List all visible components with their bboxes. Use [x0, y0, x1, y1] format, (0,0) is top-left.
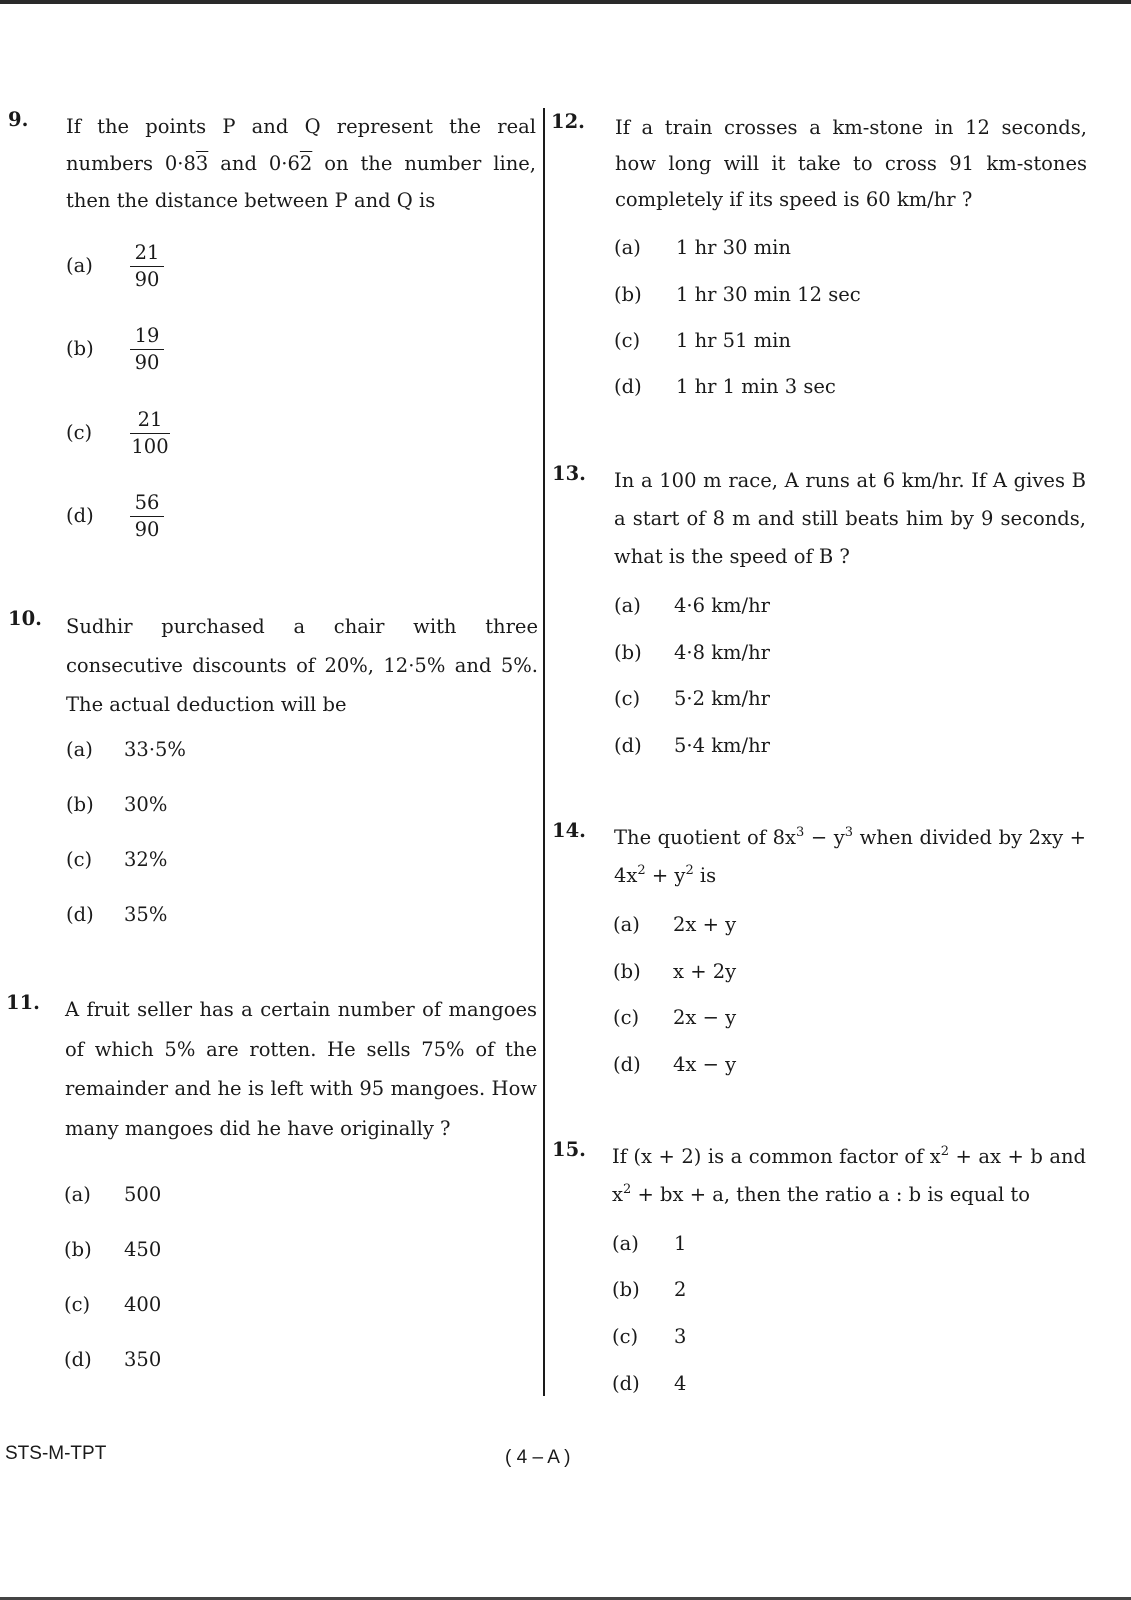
question-number: 14.	[552, 819, 586, 842]
question-text: The quotient of $8x^3 - y^3$ when divided by $2xy + 4x^2 + y^2$ is	[614, 825, 1086, 887]
top-rule	[0, 0, 1131, 4]
question-text: In a 100 m race, A runs at 6 km/hr. If A gives B a start of 8 m and still beats him by 9 seconds, what is the speed of B ?	[614, 469, 1086, 568]
question-text: A fruit seller has a certain number of mangoes of which 5% are rotten. He sells 75% of the remainder and he is left with 95 mangoes. How many mangoes did he have originally ?	[65, 998, 537, 1140]
column-divider	[543, 108, 545, 1396]
question-number: 10.	[8, 607, 42, 630]
question-text: If a train crosses a km-stone in 12 seconds, how long will it take to cross 91 km-stones completely if its speed is 60 km/hr ?	[615, 116, 1087, 211]
booklet-code: STS-M-TPT	[5, 1443, 107, 1464]
question-11	[6, 991, 540, 1148]
fraction: $\frac{19}{90}$	[130, 323, 164, 376]
question-number: 11.	[6, 991, 40, 1014]
fraction: $\frac{21}{90}$	[130, 240, 164, 293]
question-text: If (x + 2) is a common factor of $x^2$ + ax + b and $x^2$ + bx + a, then the ratio a : b is equal to	[612, 1144, 1086, 1206]
question-text: Sudhir purchased a chair with three consecutive discounts of 20%, 12·5% and 5%. The actual deduction will be	[66, 615, 538, 716]
fraction: $\frac{21}{100}$	[131, 408, 169, 458]
page-number: ( 4 – A )	[505, 1447, 571, 1468]
question-15	[552, 1138, 1089, 1214]
question-10	[8, 607, 540, 724]
fraction: $\frac{56}{90}$	[130, 490, 164, 543]
question-9	[8, 108, 540, 219]
question-text: If the points P and Q represent the real numbers 0·83 and 0·62 on the number line, then the distance between P and Q is	[66, 115, 536, 212]
question-number: 9.	[8, 108, 29, 131]
question-number: 12.	[551, 110, 585, 133]
question-14	[552, 819, 1089, 895]
question-13	[552, 462, 1089, 576]
question-12	[551, 110, 1089, 218]
question-number: 15.	[552, 1138, 586, 1161]
question-number: 13.	[552, 462, 586, 485]
